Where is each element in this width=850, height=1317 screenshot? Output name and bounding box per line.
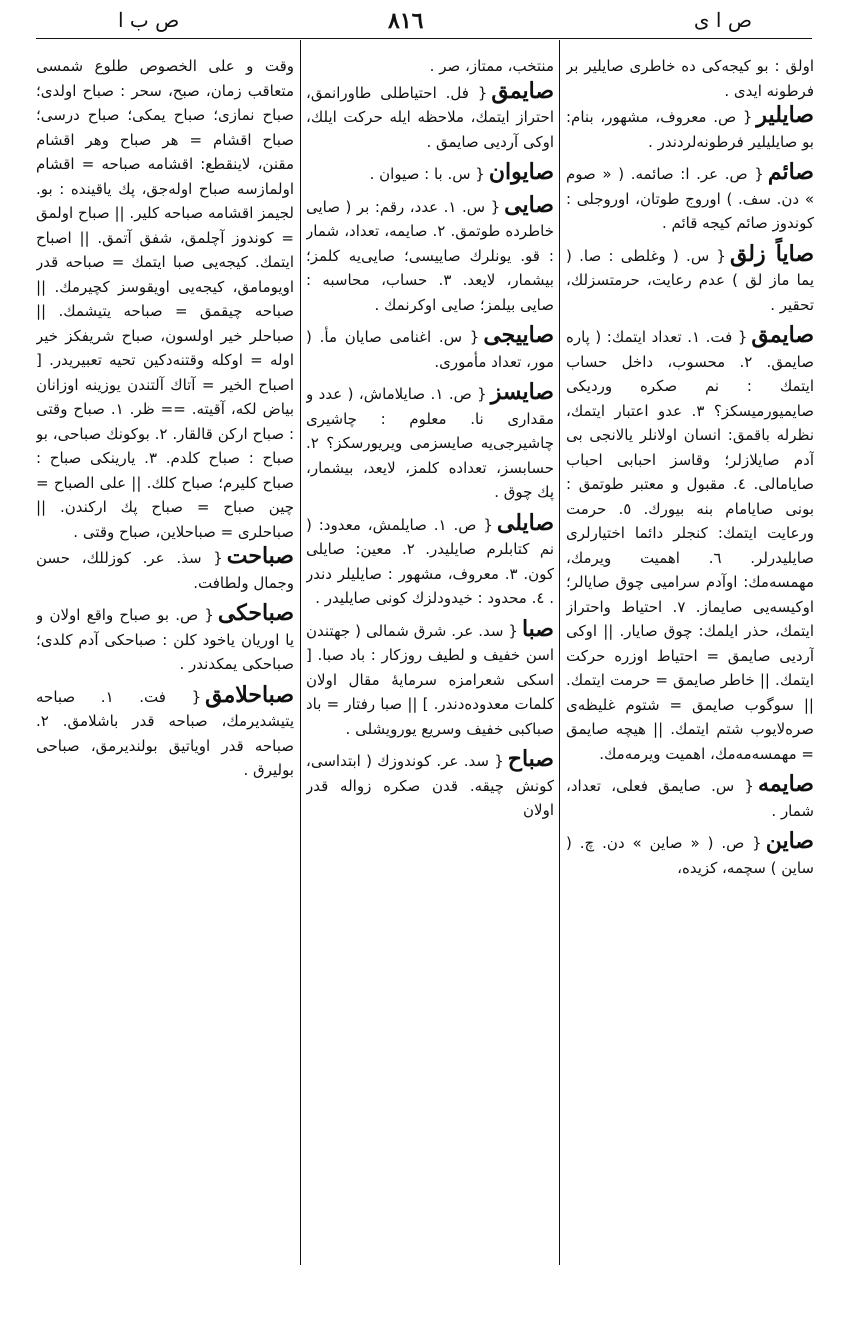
header-rule <box>36 38 812 39</box>
left-column <box>36 54 294 1264</box>
headword: صباح <box>507 746 554 772</box>
dictionary-entry <box>306 380 554 505</box>
definition: { ص. عر. ا: صائمه. ( « صوم » دن. سف. ) اوروج طوتان، اوروجلى : كوندوز صائم كيجه قائم . <box>566 165 814 232</box>
definition: { س. اغنامى صايان مأ. ( مور، تعداد مأمورى. <box>306 328 554 371</box>
dictionary-entry <box>566 772 814 823</box>
header-left-guideword: ص ب ا <box>118 8 180 32</box>
dictionary-entry <box>36 544 294 595</box>
dictionary-entry <box>36 683 294 783</box>
definition: { ص. ١. صايلاماش، ( عدد و مقدارى نا. معلوم : چاشيرى چاشيرجى‌يه صايسزمى ويريورسكز؟ ٢. حسابسز، تعداده كلمز، لايعد، بيشمار، پك چوق . <box>306 385 554 501</box>
dictionary-entry <box>306 323 554 374</box>
definition: { سد. عر. كوندوزك ( ابتداسى، كونش چيقه. قدن صكره زواله قدر اولان <box>306 752 554 819</box>
headword: صايلير <box>756 102 814 128</box>
headword: صايمق <box>751 322 814 348</box>
dictionary-entry <box>566 829 814 880</box>
definition: { فل. احتياطلى طاورانمق، احتراز ايتمك، ملاحظه ايله حركت ايلك، اوكى آرديى صايمق . <box>306 83 554 151</box>
headword: صائم <box>767 159 814 185</box>
definition: { س. صايمق فعلى، تعداد، شمار . <box>566 777 814 820</box>
headword: صاييجى <box>483 322 554 348</box>
column-divider-right <box>559 40 560 1265</box>
headword: صايوان <box>488 159 554 185</box>
headword: صبا <box>521 615 554 642</box>
definition: { س. ١. عدد، رقم: بر ( صايى خاطرده طوتمق. ٢. صايمه، تعداد، شمار : قو. يونلرك صاييسى؛ صايى‌يه كلمز؛ بيشمار، لايعد. ٣. حساب، محاسبه : صايى بيلمز؛ صايى اوكرنمك . <box>306 197 554 314</box>
header-right-guideword: ص ا ى <box>693 8 752 32</box>
definition: { س. با : صيوان . <box>369 165 485 183</box>
dictionary-entry <box>306 747 554 823</box>
page-number: ٨١٦ <box>388 8 424 34</box>
headword: صباحت <box>226 543 294 569</box>
headword: صايلى <box>496 509 554 536</box>
column-divider-left <box>300 40 301 1265</box>
definition: { س. ( وغلطى : صا. ( يما ماز لق ) عدم رعايت، حرمتسزلك، تحقير . <box>566 246 814 314</box>
dictionary-entry <box>306 79 554 155</box>
dictionary-entry <box>306 511 554 611</box>
headword: صباحلامق <box>205 681 294 708</box>
definition: { ص. معروف، مشهور، بنام: بو صايليلير فرطو‌نه‌لردندر . <box>566 108 814 151</box>
dictionary-entry <box>566 242 814 318</box>
headword: صايمه <box>757 771 814 797</box>
dictionary-entry <box>306 160 554 187</box>
headword: صايى <box>504 191 554 218</box>
dictionary-entry <box>306 617 554 742</box>
dictionary-entry <box>306 193 554 318</box>
column-top-continuation: منتخب، ممتاز، صر . <box>429 57 554 75</box>
dictionary-entry <box>36 601 294 677</box>
right-column <box>566 54 814 1264</box>
headword: صاين <box>765 828 814 854</box>
headword: صايمق <box>491 77 554 104</box>
headword: صاياً زلق <box>729 240 814 267</box>
definition: { ص. ( « صاين » دن. چ. ( ساين ) سچمه، كزيده، <box>566 834 814 877</box>
definition: { سد. عر. شرق شمالى ( جهتندن اسن خفيف و لطيف روزكار : باد صبا. [ اسكى شعرامزه سرمايهٔ مقال اولان كلمات معدوده‌دندر. ] || صبا رفتار = باد صباكبى خفيف وسريع يورويشلى . <box>306 621 554 738</box>
definition: { سذ. عر. كوزللك، حسن وجمال ولطافت. <box>36 549 294 592</box>
definition: { ص. بو صباح واقع اولان و يا اوريان ياخود كلن : صباحكى آدم كلدى؛ صباحكى يمكدندر . <box>36 606 294 673</box>
column-top-continuation: وقت و على الخصوص طلوع شمسى متعاقب زمان، صبح، سحر : صباح اولدى؛ صباح نمازى؛ صباح يمكى؛ صباح درسى؛ صباح اقشام = هر صباح وهر اقشام مقنن، لاينقطع: اقشامه صباحه = اقشام اولمازسه صباح اوله‌جق، پك ياقينده : بو. لجيمز اقشامه صباحه كلير. || صباح اولمق = كوندوز آچلمق، شفق آتمق. || اصباح ايتمك. كيجه‌يى صبا ايتمك = صباحه قدر اويومامق، كيجه‌يى اويقوسز كچيرمك. || صباحه چيقمق = صباحه يتيشمك. || صباحلر خير اولسون، صباح شريفكز خير اوله = اوكله وقتنه‌دكين تحيه تعبيريدر. [ اصباح الخير = آتاك آلتندن يوزينه اوزانان بياض لكه، آقيته. == ظر. ١. صباح وقتى : صباح اركن قالقار. ٢. بوكونك صباحى، بو صباح : صباح كلدم. ٣. يارينكى صباح : صباح كليرم؛ صباح كلك. || على الصباح = چين صباح = صباح پك اركندن. || صباحلرى = صباحلاين، صباح وقتى . <box>36 57 294 541</box>
definition: { ص. ١. صايلمش، معدود: ( نم كتابلرم صايليدر. ٢. معين: صايلى كون. ٣. معروف، مشهور : صايليلر دندر . ٤. محدود : خيدودلزك كونى صايليدر . <box>306 515 554 607</box>
definition: { فت. ١. تعداد ايتمك: ( پاره صايمق. ٢. محسوب، داخل حساب ايتمك : نم صكره ورديكى صايميورميسكز؟ ٣. عدو اعتبار ايتمك، نظرله باقمق: انسان اولانلر يالانجى بى آدم صايلازلر؛ وقاسز احبابى احباب صايامالى. ٤. مقبول و معتبر طوتمق : بونى صايامام بنه بيورك. ٥. حرمت ورعايت ايتمك: كنجلر دائما اختيارلرى صايليدرلر. ٦. اهميت ويرمك، مهمسه‌مك: اوآدم سراميى چوق صايالر؛ اوكيسه‌يى صايماز. ٧. احتياط واحتراز ايتمك، حذر ايلمك: چوق صايار. || اوكى آرديى صايمق = احتياط اوزره حركت ايتمك. || خاطر صايمق = حرمت ايتمك. || سوگوب صايمق = شتوم غليظه‌ى صره‌لايوب شتم ايتمك. || هيچه صايمق = مهمسه‌مه‌مك، اهميت ويرمه‌مك. <box>566 328 814 763</box>
headword: صباحكى <box>217 600 294 626</box>
dictionary-entry <box>566 103 814 154</box>
column-top-continuation: اولق : بو كيجه‌كى ده خاطرى صايلير بر فرطونه ايدى . <box>566 57 814 100</box>
page-header <box>0 4 850 34</box>
middle-column <box>306 54 554 1264</box>
dictionary-entry <box>566 160 814 236</box>
headword: صايسز <box>490 379 554 405</box>
definition: { فت. ١. صباحه يتيشديرمك، صباحه قدر باشلامق. ٢. صباحه قدر اوياتيق بولنديرمق، صباحى بوليرق . <box>36 687 294 779</box>
dictionary-entry <box>566 323 814 766</box>
